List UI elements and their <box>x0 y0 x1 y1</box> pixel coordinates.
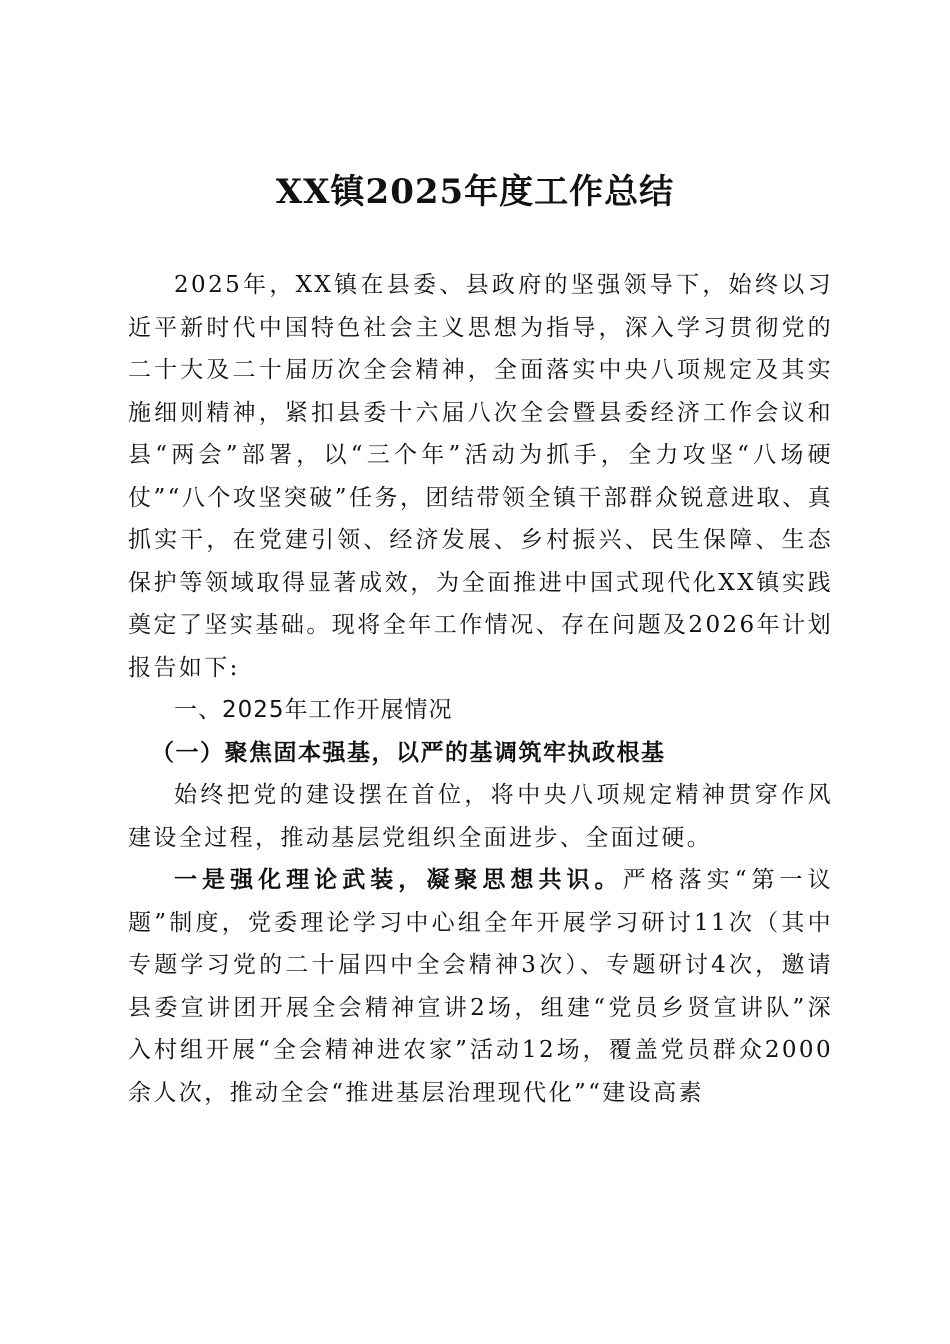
document-title: XX镇2025年度工作总结 <box>275 172 675 212</box>
point-lead: 一是强化理论武装，凝聚思想共识。 <box>174 866 623 893</box>
subsection-intro-paragraph: 始终把党的建设摆在首位，将中央八项规定精神贯穿作风建设全过程，推动基层党组织全面进步、全面过硬。 <box>128 782 833 851</box>
document-body <box>128 264 833 1114</box>
section-heading: 一、2025年工作开展情况 <box>174 697 453 723</box>
point-text: 严格落实“第一议题”制度，党委理论学习中心组全年开展学习研讨11次（其中专题学习党的二十届四中全会精神3次）、专题研讨4次，邀请县委宣讲团开展全会精神宣讲2场，组建“党员乡贤宣讲队”深入村组开展“全会精神进农家”活动12场，覆盖党员群众2000余人次，推动全会“推进基层治理现代化”“建设高素 <box>128 867 833 1106</box>
point-paragraph <box>128 859 833 1114</box>
subsection-heading: （一）聚焦固本强基，以严的基调筑牢执政根基 <box>151 739 666 766</box>
intro-paragraph: 2025年，XX镇在县委、县政府的坚强领导下，始终以习近平新时代中国特色社会主义思想为指导，深入学习贯彻党的二十大及二十届历次全会精神，全面落实中央八项规定及其实施细则精神，紧扣县委十六届八次全会暨县委经济工作会议和县“两会”部署，以“三个年”活动为抓手，全力攻坚“八场硬仗”“八个攻坚突破”任务，团结带领全镇干部群众锐意进取、真抓实干，在党建引领、经济发展、乡村振兴、民生保障、生态保护等领域取得显著成效，为全面推进中国式现代化XX镇实践奠定了坚实基础。现将全年工作情况、存在问题及2026年计划报告如下: <box>128 272 833 681</box>
